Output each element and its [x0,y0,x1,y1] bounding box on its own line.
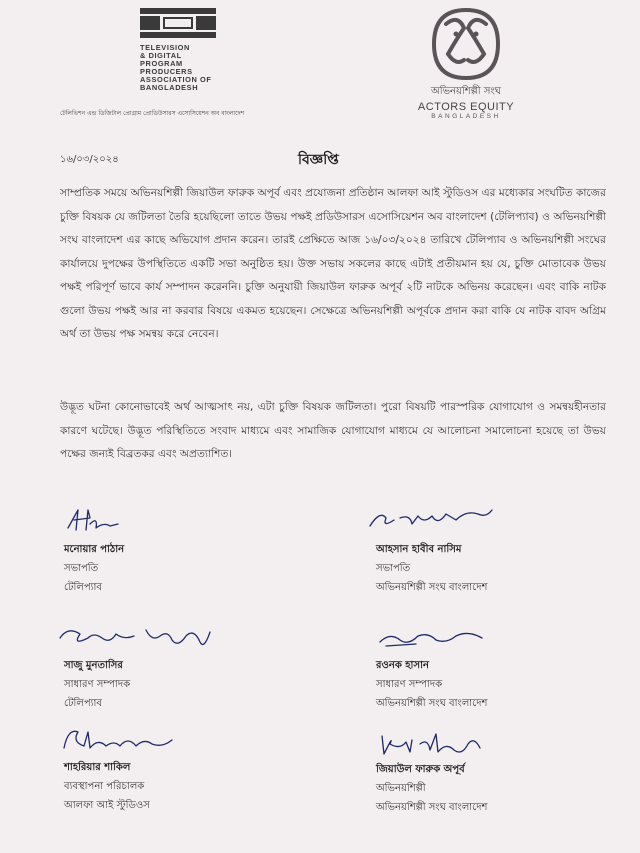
signatory-org: আলফা আই স্টুডিওস [64,800,150,811]
signatory-role: ব্যবস্থাপনা পরিচালক [64,781,145,792]
signatory-org: অভিনয়শিল্পী সংঘ বাংলাদেশ [376,582,488,593]
signature-image [376,728,486,760]
signatory-block [64,540,124,597]
signatory-name: সাজু মুনতাসির [64,660,123,671]
signature-image [58,722,178,756]
signatory-role: সাধারণ সম্পাদক [64,679,131,690]
telepab-emblem-icon [140,8,216,38]
logo-line: ASSOCIATION OF [140,75,212,84]
telepab-logo [140,8,220,92]
signatory-name: মনোয়ার পাঠান [64,544,125,555]
actors-equity-logo [406,4,526,120]
document-date: ১৬/০৩/২০২৪ [60,154,119,165]
actors-equity-bangla-name: অভিনয়শিল্পী সংঘ [431,86,501,97]
signatory-block [64,656,130,713]
signatory-name: শাহরিয়ার শাকিল [64,762,131,773]
signatory-block [64,758,150,815]
signatory-block [376,760,487,817]
body-paragraph: উদ্ভূত ঘটনা কোনোভাবেই অর্থ আত্মসাৎ নয়, এটা চুক্তি বিষয়ক জটিলতা। পুরো বিষয়টি পারস্পরিক যোগাযোগ ও সমন্বয়হীনতার কারণে ঘটেছে। উদ্ভূত পরিস্থিতিতে সংবাদ মাধ্যমে এবং সামাজিক যোগাযোগ মাধ্যমে যে আলোচনা সমালোচনা হয়েছে তা উভয় পক্ষের জন্যই বিব্রতকর এবং অপ্রত্যাশিত। [60,401,606,460]
signatory-org: টেলিপ্যাব [64,698,102,709]
actors-equity-emblem-icon [426,4,506,84]
logo-line: PROGRAM [140,59,183,68]
signatory-role: অভিনয়শিল্পী [376,783,426,794]
logo-line: BANGLADESH [140,83,199,92]
signatory-org: টেলিপ্যাব [64,582,102,593]
signature-image [376,626,486,652]
document-title: বিজ্ঞপ্তি [298,152,339,168]
signature-image [366,500,496,534]
signatory-role: সাধারণ সম্পাদক [376,679,443,690]
logo-line: PRODUCERS [140,67,193,76]
logo-line: TELEVISION [140,43,190,52]
signatory-block [376,540,487,597]
signatory-org: অভিনয়শিল্পী সংঘ বাংলাদেশ [376,698,488,709]
logo-line: & DIGITAL [140,51,182,60]
signatory-block [376,656,487,713]
signatory-org: অভিনয়শিল্পী সংঘ বাংলাদেশ [376,802,488,813]
signature-image [54,620,214,654]
actors-equity-english-name: ACTORS EQUITY [417,101,515,113]
actors-equity-country: BANGLADESH [431,113,501,120]
signatory-name: আহসান হাবীব নাসিম [376,544,462,555]
telepab-bangla-name: টেলিভিশন এন্ড ডিজিটাল প্রোগ্রাম প্রোডিউসারস এসোসিয়েশন অব বাংলাদেশ [60,110,245,117]
signatory-role: সভাপতি [64,563,99,574]
body-paragraph: সাম্প্রতিক সময়ে অভিনয়শিল্পী জিয়াউল ফারুক অপূর্ব এবং প্রযোজনা প্রতিষ্ঠান আলফা আই স্টুডিওস এর মধ্যেকার সংঘটিত কাজের চুক্তি বিষয়ক যে জটিলতা তৈরি হয়েছিলো তাতে উভয় পক্ষই প্রডিউসারস এসোসিয়েশন অব বাংলাদেশ (টেলিপ্যাব) ও অভিনয়শিল্পী সংঘ বাংলাদেশ এর কাছে অভিযোগ প্রদান করেন। তারই প্রেক্ষিতে আজ ১৬/০৩/২০২৪ তারিখে টেলিপ্যাব ও অভিনয়শিল্পী সংঘের কার্যালয়ে দুপক্ষের উপস্থিতিতে একটি সভা অনুষ্ঠিত হয়। উক্ত সভায় সকলের কাছে এটাই প্রতীয়মান হয় যে, চুক্তি মোতাবেক উভয় পক্ষই পরিপূর্ণ ভাবে কার্য সম্পাদন করেননি। চুক্তি অনুযায়ী জিয়াউল ফারুক অপূর্ব ২টি নাটকে অভিনয় করেছেন। এবং বাকি নাটক গুলো উভয় পক্ষই আর না করবার বিষয়ে একমত হয়েছেন। সেক্ষেত্রে অভিনয়শিল্পী অপূর্বকে প্রদান করা বাকি যে নাটক বাবদ অগ্রিম অর্থ তা উভয় পক্ষ সমন্বয় করে নেবেন। [60,187,606,340]
signatory-name: রওনক হাসান [376,660,429,671]
signature-image [64,506,124,534]
signatory-role: সভাপতি [376,563,411,574]
signatory-name: জিয়াউল ফারুক অপূর্ব [376,764,465,775]
telepab-name [140,44,220,92]
